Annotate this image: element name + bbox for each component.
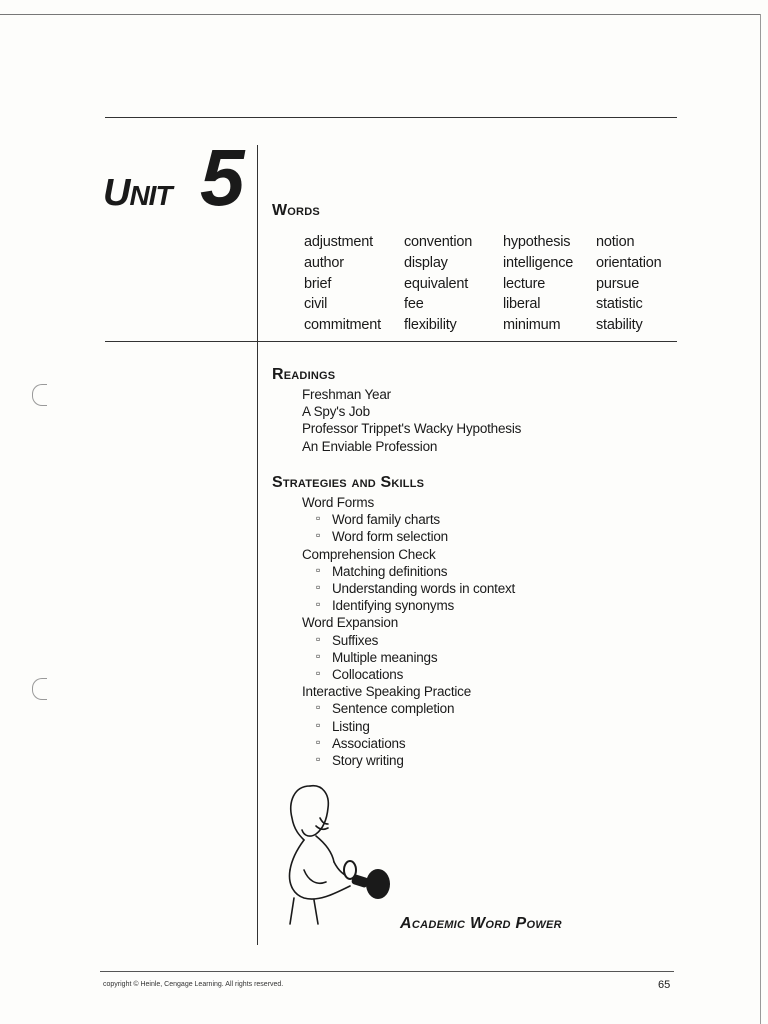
word-item: brief: [304, 275, 332, 292]
word-item: statistic: [596, 296, 643, 313]
strategy-item: ▫ Story writing: [318, 752, 515, 769]
word-item: hypothesis: [503, 234, 571, 250]
vertical-rule: [257, 145, 258, 945]
strategy-group-title: Comprehension Check: [302, 546, 436, 562]
top-rule: [105, 117, 677, 118]
page-edge-top: [0, 14, 760, 15]
strategy-group-title: Word Expansion: [302, 615, 399, 631]
word-item: fee: [404, 296, 424, 313]
binder-hole-bottom: [32, 678, 47, 700]
word-column-3: [503, 232, 573, 336]
word-item: orientation: [596, 254, 662, 271]
word-item: lecture: [503, 275, 546, 292]
reading-item: Professor Trippet's Wacky Hypothesis: [302, 421, 522, 437]
strategy-item: ▫ Collocations: [318, 666, 515, 683]
strategy-item: ▫ Multiple meanings: [318, 649, 515, 666]
strategy-group-title: Interactive Speaking Practice: [302, 684, 472, 700]
word-item: adjustment: [304, 234, 373, 250]
strategy-item: ▫ Identifying synonyms: [318, 597, 515, 614]
strategies-heading: Strategies and Skills: [272, 474, 425, 491]
strategy-item: ▫ Matching definitions: [318, 563, 515, 580]
reading-item: Freshman Year: [302, 387, 391, 402]
middle-rule: [105, 341, 677, 342]
strategy-item: ▫ Word family charts: [318, 511, 515, 528]
binder-hole-top: [32, 384, 47, 406]
word-item: civil: [304, 296, 328, 313]
word-item: convention: [404, 234, 473, 250]
strategy-item: ▫ Word form selection: [318, 528, 515, 545]
readings-list: [302, 386, 521, 455]
reading-item: An Enviable Profession: [302, 438, 438, 454]
page-edge-right: [760, 14, 761, 1024]
strategy-group-title: Word Forms: [302, 495, 375, 510]
word-column-4: [596, 232, 662, 336]
weightlifter-illustration: [280, 778, 400, 928]
copyright-notice: copyright © Heinle, Cengage Learning. All rights reserved.: [103, 981, 284, 988]
brand-title: Academic Word Power: [400, 915, 562, 932]
word-item: commitment: [304, 317, 381, 334]
readings-heading: Readings: [272, 366, 336, 383]
page-number: 65: [658, 979, 671, 991]
strategy-item: ▫ Associations: [318, 735, 515, 752]
word-item: pursue: [596, 275, 640, 292]
strategy-item: ▫ Sentence completion: [318, 700, 515, 717]
word-item: notion: [596, 234, 635, 250]
word-item: author: [304, 254, 344, 271]
footer-rule: [100, 971, 674, 972]
word-item: liberal: [503, 296, 541, 313]
word-item: display: [404, 254, 448, 271]
unit-label-first-letter: U: [103, 172, 130, 214]
unit-label-rest: NIT: [129, 180, 172, 211]
word-item: equivalent: [404, 275, 469, 292]
word-item: intelligence: [503, 254, 574, 271]
word-column-1: [304, 232, 381, 336]
words-heading: Words: [272, 202, 320, 219]
reading-item: A Spy's Job: [302, 404, 370, 420]
word-item: minimum: [503, 317, 561, 334]
unit-number: 5: [200, 133, 245, 222]
strategy-item: ▫ Suffixes: [318, 632, 515, 649]
strategy-item: ▫ Understanding words in context: [318, 580, 515, 597]
strategy-item: ▫ Listing: [318, 718, 515, 735]
word-item: flexibility: [404, 317, 457, 334]
strategies-list: [302, 494, 516, 769]
word-item: stability: [596, 317, 643, 334]
word-column-2: [404, 232, 472, 336]
unit-label: [103, 172, 172, 215]
